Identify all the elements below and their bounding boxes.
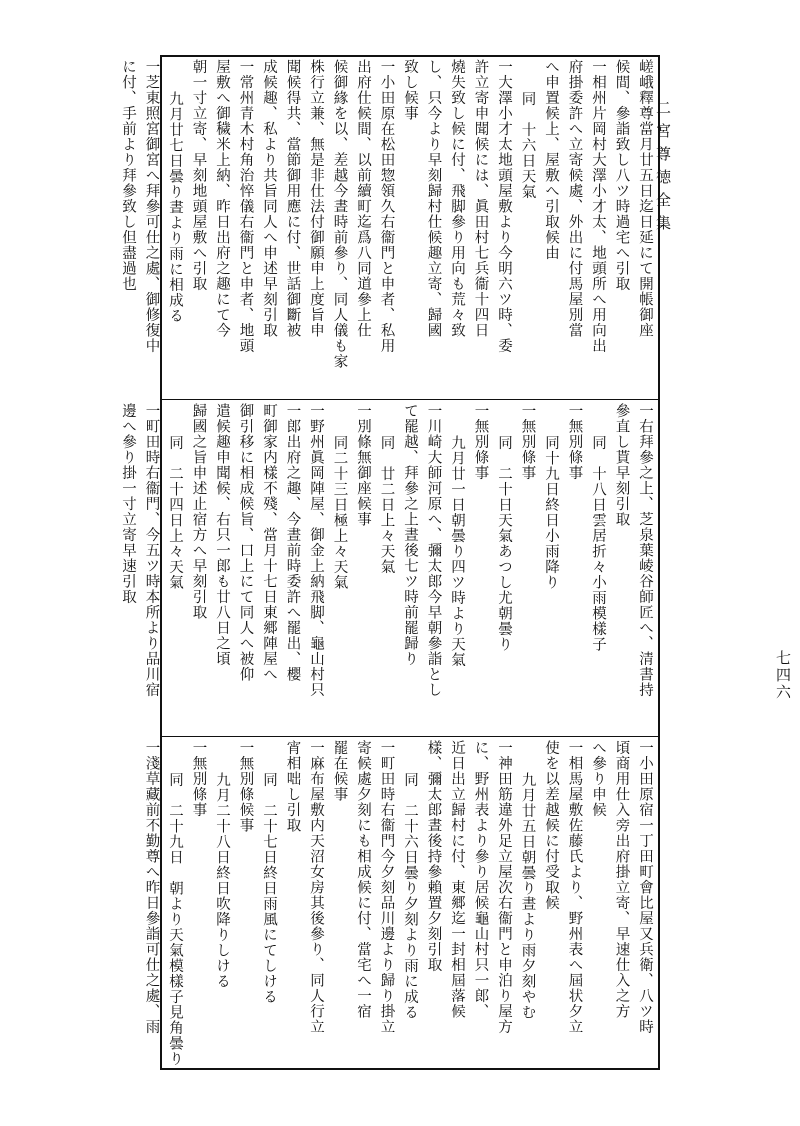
text-column-middle xyxy=(120,403,656,733)
text-line: 一相州片岡村大澤小才太、地頭所へ用向出 xyxy=(590,59,606,354)
text-line: 嵯峨釋尊當月廿五日迄日延にて開帳御座 xyxy=(637,59,653,338)
text-line: 九月廿一日朝曇り四ツ時より天氣 xyxy=(449,434,465,668)
text-line: 歸國之旨申述止宿方へ早刻引取 xyxy=(190,403,207,620)
text-line: 頃商用仕入旁出府掛立寄、早速仕入之方 xyxy=(613,740,630,1019)
text-line: 遣候趣申聞候、右只一郎も廿八日之頃 xyxy=(214,403,230,667)
text-line: 一麻布屋敷内天沼女房其後參り、同人行立 xyxy=(308,740,324,1035)
text-line: 一神田筋違外足立屋次右衞門と申泊り屋方 xyxy=(496,740,512,1035)
text-line: 一川崎大師河原へ、彌太郎今早朝參詣とし xyxy=(425,403,442,698)
text-line: 府掛委許へ立寄候處、外出に付馬屋別當 xyxy=(566,59,583,338)
text-line: 一別條無御座候事 xyxy=(355,403,371,527)
column-divider xyxy=(162,399,658,400)
text-line: 候御緣を以、差越今晝時前參り、同人儀も家 xyxy=(331,59,348,369)
text-line: 同二十三日極上々天氣 xyxy=(331,434,348,590)
text-line: て罷越、拜參之上晝後七ツ時前罷歸り xyxy=(402,403,418,667)
text-line: 同 十六日天氣 xyxy=(519,90,536,200)
text-line: へ參り申候 xyxy=(590,740,606,818)
text-line: 一無別條事 xyxy=(472,403,489,481)
text-line: 同十九日終日小雨降り xyxy=(543,434,559,590)
text-line: 同 二十七日終日雨風にてしける xyxy=(261,771,277,1005)
text-line: 同 十八日雲居折々小雨模樣子 xyxy=(590,434,606,652)
text-line: 九月二十八日終日吹降りしける xyxy=(214,771,230,989)
page-number: 七四六 xyxy=(774,650,792,701)
column-divider xyxy=(162,736,658,737)
text-line: 邊へ參り掛一寸立寄早速引取 xyxy=(120,403,136,605)
text-column-bottom xyxy=(143,740,656,1067)
text-line: 成候趣、私より共旨同人へ申述早刻引取 xyxy=(261,59,277,338)
text-line: 株行立兼、無是非仕法付御願申上度旨申 xyxy=(308,59,324,338)
text-line: に、野州表より參り居候龜山村只一郎、 xyxy=(472,740,489,1019)
text-line: 一右拜參之上、芝泉葉崚谷師匠へ、清書持 xyxy=(637,403,653,698)
text-line: 同 二十九日 朝より天氣模樣子見角曇り xyxy=(167,771,183,1067)
text-line: 九月廿五日朝曇り晝より雨夕刻やむ xyxy=(519,771,536,1020)
text-line: 一町田時右衞門今夕刻品川邊より歸り掛立 xyxy=(378,740,395,1035)
text-line: 參直し貰早刻引取 xyxy=(613,403,630,527)
text-line: 九月廿七日曇り晝より雨に相成る xyxy=(167,90,183,324)
text-line: 一無別條候事 xyxy=(237,740,254,833)
text-line: 同 二十六日曇り夕刻より雨に成る xyxy=(402,771,418,1020)
text-line: 燒失致し候に付、飛脚參り用向も荒々致 xyxy=(449,59,465,338)
text-line: 致し候事 xyxy=(402,59,418,121)
text-line: 一野州眞岡陣屋、御金上納飛脚、龜山村只 xyxy=(308,403,324,698)
text-line: 一相馬屋敷佐藤氏より、野州表へ屆状夕立 xyxy=(566,740,583,1035)
text-frame xyxy=(120,55,660,1070)
text-line: 一淺草藏前不勤尊へ昨日參詣可仕之處、雨 xyxy=(143,740,160,1035)
text-line: 一無別條事 xyxy=(566,403,583,481)
text-line: 罷在候事 xyxy=(331,740,348,802)
text-line: 一常州青木村角治悴儀右衞門と申者、地頭 xyxy=(237,59,254,354)
text-line: 屋敷へ御穢米上納、昨日出府之趣にて今 xyxy=(214,59,230,338)
text-line: 一大澤小才太地頭屋敷より今明六ツ時、委 xyxy=(496,59,512,354)
text-line: へ申置候上、屋敷へ引取候由 xyxy=(543,59,559,261)
text-line: 御引移に相成候旨、口上にて同人へ被仰 xyxy=(237,403,254,682)
text-line: 近日出立歸村に付、東郷迄一封相屆落候 xyxy=(449,740,465,1019)
text-line: 町御家内樣不殘、當月十七日東郷陣屋へ xyxy=(261,403,277,682)
text-line: 同 廿二日上々天氣 xyxy=(378,434,395,575)
text-line: 朝一寸立寄、早刻地頭屋敷へ引取 xyxy=(190,59,207,292)
book-title: 二宮尊徳全集 xyxy=(654,100,672,238)
text-line: し、只今より早刻歸村仕候趣立寄、歸國 xyxy=(425,59,442,338)
text-line: 出府仕候間、以前續町迄爲八同道參上仕 xyxy=(355,59,371,338)
text-line: 樣、彌太郎晝後持參賴置夕刻引取 xyxy=(425,740,442,973)
text-line: 一郎出府之趣、今晝前時委許へ罷出、櫻 xyxy=(284,403,301,682)
text-line: 一芝東照宮御宮へ拜參可仕之處、御修復中 xyxy=(143,59,160,354)
text-line: 一町田時右衞門、今五ツ時本所より品川宿 xyxy=(143,403,160,698)
text-line: に付、手前より拜參致し但盡過也 xyxy=(120,59,136,292)
text-line: 一小田原在松田惣領久右衞門と申者、私用 xyxy=(378,59,395,354)
text-line: 寄候處夕刻にも相成候に付、當宅へ一宿 xyxy=(355,740,371,1019)
text-line: 一無別條事 xyxy=(519,403,536,481)
text-line: 一無別條事 xyxy=(190,740,207,818)
text-line: 候間、參詣致し八ツ時過宅へ引取 xyxy=(613,59,630,292)
text-line: 宵相咄し引取 xyxy=(284,740,301,833)
text-line: 一小田原宿一丁田町會比屋又兵衛、八ツ時 xyxy=(637,740,653,1035)
text-line: 聞候得共、當節御用應に付、世話御斷被 xyxy=(284,59,301,338)
text-line: 許立寄申聞候には、眞田村七兵衞十四日 xyxy=(472,59,489,338)
text-column-top xyxy=(120,59,656,396)
text-line: 同 二十四日上々天氣 xyxy=(167,434,183,590)
text-line: 使を以差越候に付受取候 xyxy=(543,740,559,911)
text-line: 同 二十日天氣あつし尤朝曇り xyxy=(496,434,512,652)
